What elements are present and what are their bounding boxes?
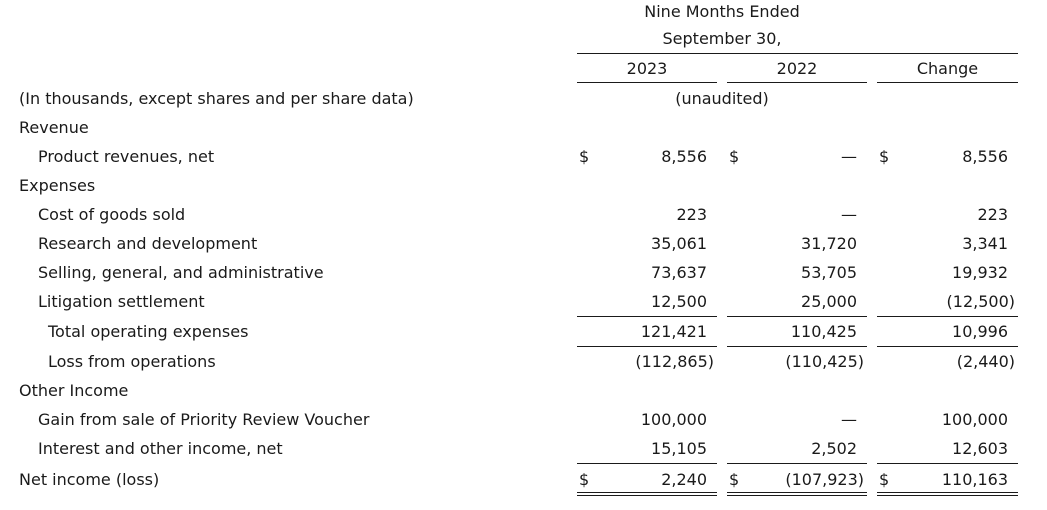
value-cell: (2,440)	[956, 352, 1015, 371]
value-cell: 100,000	[941, 410, 1008, 429]
value-cell: (107,923)	[785, 470, 864, 489]
value-cell: 35,061	[651, 234, 707, 253]
currency-symbol: $	[879, 470, 890, 489]
row-label-prv-gain: Gain from sale of Priority Review Voucher	[38, 410, 370, 429]
net-rule-2023	[577, 463, 717, 464]
value-cell: 10,996	[952, 322, 1008, 341]
period-header-line2: September 30,	[662, 29, 782, 48]
value-cell: 12,500	[651, 292, 707, 311]
value-cell: 3,341	[962, 234, 1008, 253]
net-rule-change	[877, 463, 1018, 464]
row-label-loss-from-operations: Loss from operations	[48, 352, 216, 371]
section-label-revenue: Revenue	[19, 118, 89, 137]
value-cell: (12,500)	[946, 292, 1015, 311]
value-cell: 53,705	[801, 263, 857, 282]
row-label-product-revenues: Product revenues, net	[38, 147, 215, 166]
value-cell: 8,556	[661, 147, 707, 166]
section-label-expenses: Expenses	[19, 176, 96, 195]
column-header-2023: 2023	[626, 59, 668, 78]
value-cell: 223	[977, 205, 1008, 224]
value-cell: 100,000	[640, 410, 707, 429]
subtotal-rule-change	[877, 316, 1018, 317]
currency-symbol: $	[729, 147, 740, 166]
row-label-litigation: Litigation settlement	[38, 292, 205, 311]
row-label-total-opex: Total operating expenses	[48, 322, 249, 341]
value-cell: —	[841, 147, 857, 166]
value-cell: 15,105	[651, 439, 707, 458]
period-header-line1: Nine Months Ended	[644, 2, 800, 21]
total-rule-2023	[577, 346, 717, 347]
value-cell: —	[841, 410, 857, 429]
value-cell: 73,637	[651, 263, 707, 282]
header-rule-change	[877, 82, 1018, 83]
value-cell: 8,556	[962, 147, 1008, 166]
currency-symbol: $	[579, 470, 590, 489]
value-cell: 25,000	[801, 292, 857, 311]
value-cell: 110,163	[941, 470, 1008, 489]
header-rule-2022	[727, 82, 867, 83]
net-double-rule-2023	[577, 492, 717, 496]
section-label-other-income: Other Income	[19, 381, 129, 400]
subtotal-rule-2023	[577, 316, 717, 317]
value-cell: 223	[676, 205, 707, 224]
total-rule-change	[877, 346, 1018, 347]
value-cell: 2,502	[811, 439, 857, 458]
value-cell: (110,425)	[785, 352, 864, 371]
header-rule-top	[577, 53, 1018, 54]
net-double-rule-change	[877, 492, 1018, 496]
column-header-change: Change	[916, 59, 979, 78]
row-label-interest-income: Interest and other income, net	[38, 439, 283, 458]
row-label-cogs: Cost of goods sold	[38, 205, 186, 224]
value-cell: (112,865)	[635, 352, 714, 371]
value-cell: —	[841, 205, 857, 224]
currency-symbol: $	[879, 147, 890, 166]
units-note: (In thousands, except shares and per share data)	[19, 89, 414, 108]
net-double-rule-2022	[727, 492, 867, 496]
value-cell: 121,421	[640, 322, 707, 341]
subtotal-rule-2022	[727, 316, 867, 317]
value-cell: 2,240	[661, 470, 707, 489]
value-cell: 19,932	[952, 263, 1008, 282]
row-label-net-income: Net income (loss)	[19, 470, 160, 489]
value-cell: 12,603	[952, 439, 1008, 458]
currency-symbol: $	[729, 470, 740, 489]
value-cell: 31,720	[801, 234, 857, 253]
header-rule-2023	[577, 82, 717, 83]
total-rule-2022	[727, 346, 867, 347]
column-header-2022: 2022	[776, 59, 818, 78]
row-label-rnd: Research and development	[38, 234, 258, 253]
row-label-sga: Selling, general, and administrative	[38, 263, 324, 282]
unaudited-note: (unaudited)	[675, 89, 769, 108]
net-rule-2022	[727, 463, 867, 464]
value-cell: 110,425	[790, 322, 857, 341]
currency-symbol: $	[579, 147, 590, 166]
